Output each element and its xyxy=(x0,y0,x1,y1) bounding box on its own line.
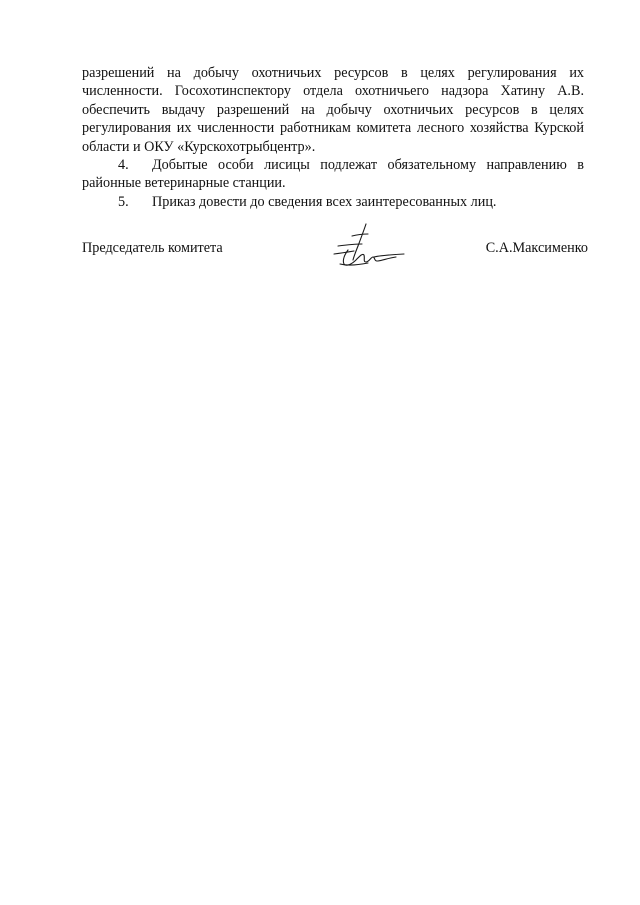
signature-block xyxy=(82,220,588,280)
list-item-4 xyxy=(82,156,584,193)
handwritten-signature-icon xyxy=(318,220,408,276)
signatory-title: Председатель комитета xyxy=(82,240,223,256)
item-number: 4. xyxy=(118,157,129,174)
list-item-5 xyxy=(82,193,584,211)
item-text: Добытые особи лисицы подлежат обязательному направлению в районные ветеринарные станции. xyxy=(82,157,584,192)
item-text: Приказ довести до сведения всех заинтересованных лиц. xyxy=(152,193,497,210)
signatory-name: С.А.Максименко xyxy=(485,240,588,256)
document-body xyxy=(82,64,584,211)
item-number: 5. xyxy=(118,193,129,210)
continuation-paragraph: разрешений на добычу охотничьих ресурсов в целях регулирования их численности. Госохотинспектору отдела охотничьего надзора Хатину А.В. обеспечить выдачу разрешений на добычу охотничьих ресурсов в целях регулирования их численности работникам комитета лесного хозяйства Курской области и ОКУ «Курскохотрыбцентр». xyxy=(82,65,584,155)
